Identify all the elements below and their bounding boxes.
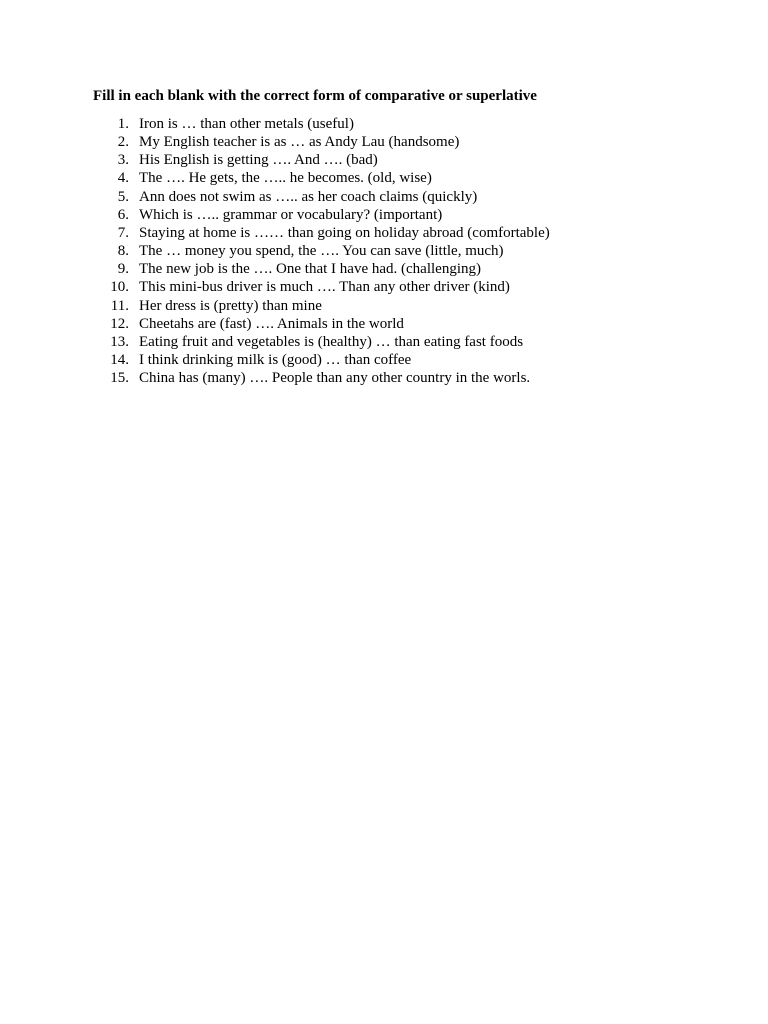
list-item <box>108 151 550 169</box>
item-number: 2. <box>117 134 129 151</box>
list-item <box>108 188 550 206</box>
item-text: Her dress is (pretty) than mine <box>139 297 322 314</box>
item-number: 14. <box>110 352 129 369</box>
item-number: 13. <box>110 333 129 350</box>
list-item <box>108 260 550 278</box>
item-text: Staying at home is …… than going on holiday abroad (comfortable) <box>139 224 550 241</box>
item-text: Ann does not swim as ….. as her coach claims (quickly) <box>139 188 478 205</box>
item-number: 5. <box>117 188 129 205</box>
list-item <box>108 351 550 369</box>
exercise-list <box>108 115 550 387</box>
item-number: 1. <box>117 116 129 132</box>
item-number: 11. <box>110 297 129 314</box>
item-number: 6. <box>117 206 129 223</box>
list-item <box>108 278 550 296</box>
exercise-heading: Fill in each blank with the correct form of comparative or superlative <box>93 88 537 104</box>
item-number: 4. <box>117 170 129 187</box>
list-item <box>108 315 550 333</box>
item-number: 12. <box>110 315 129 332</box>
item-text: I think drinking milk is (good) … than coffee <box>139 352 412 369</box>
list-item <box>108 133 550 151</box>
item-number: 3. <box>117 152 129 169</box>
item-text: Which is ….. grammar or vocabulary? (important) <box>139 206 443 223</box>
list-item <box>108 333 550 351</box>
item-number: 7. <box>117 224 129 241</box>
item-text: Cheetahs are (fast) …. Animals in the world <box>139 315 404 332</box>
item-text: The … money you spend, the …. You can save (little, much) <box>139 243 504 260</box>
list-item <box>108 224 550 242</box>
item-text: This mini-bus driver is much …. Than any other driver (kind) <box>139 279 510 296</box>
item-text: Iron is … than other metals (useful) <box>139 116 354 132</box>
item-text: His English is getting …. And …. (bad) <box>139 152 378 169</box>
list-item <box>108 206 550 224</box>
list-item <box>108 169 550 187</box>
list-item <box>108 369 550 387</box>
item-number: 10. <box>110 279 129 296</box>
list-item <box>108 115 550 133</box>
item-text: China has (many) …. People than any other country in the worls. <box>139 370 531 387</box>
item-number: 9. <box>117 261 129 278</box>
list-item <box>108 242 550 260</box>
item-text: Eating fruit and vegetables is (healthy) … than eating fast foods <box>139 333 524 350</box>
item-text: The …. He gets, the ….. he becomes. (old, wise) <box>139 170 432 187</box>
item-number: 15. <box>110 370 129 387</box>
item-number: 8. <box>117 243 129 260</box>
item-text: The new job is the …. One that I have had. (challenging) <box>139 261 481 278</box>
item-text: My English teacher is as … as Andy Lau (handsome) <box>139 134 460 151</box>
list-item <box>108 297 550 315</box>
